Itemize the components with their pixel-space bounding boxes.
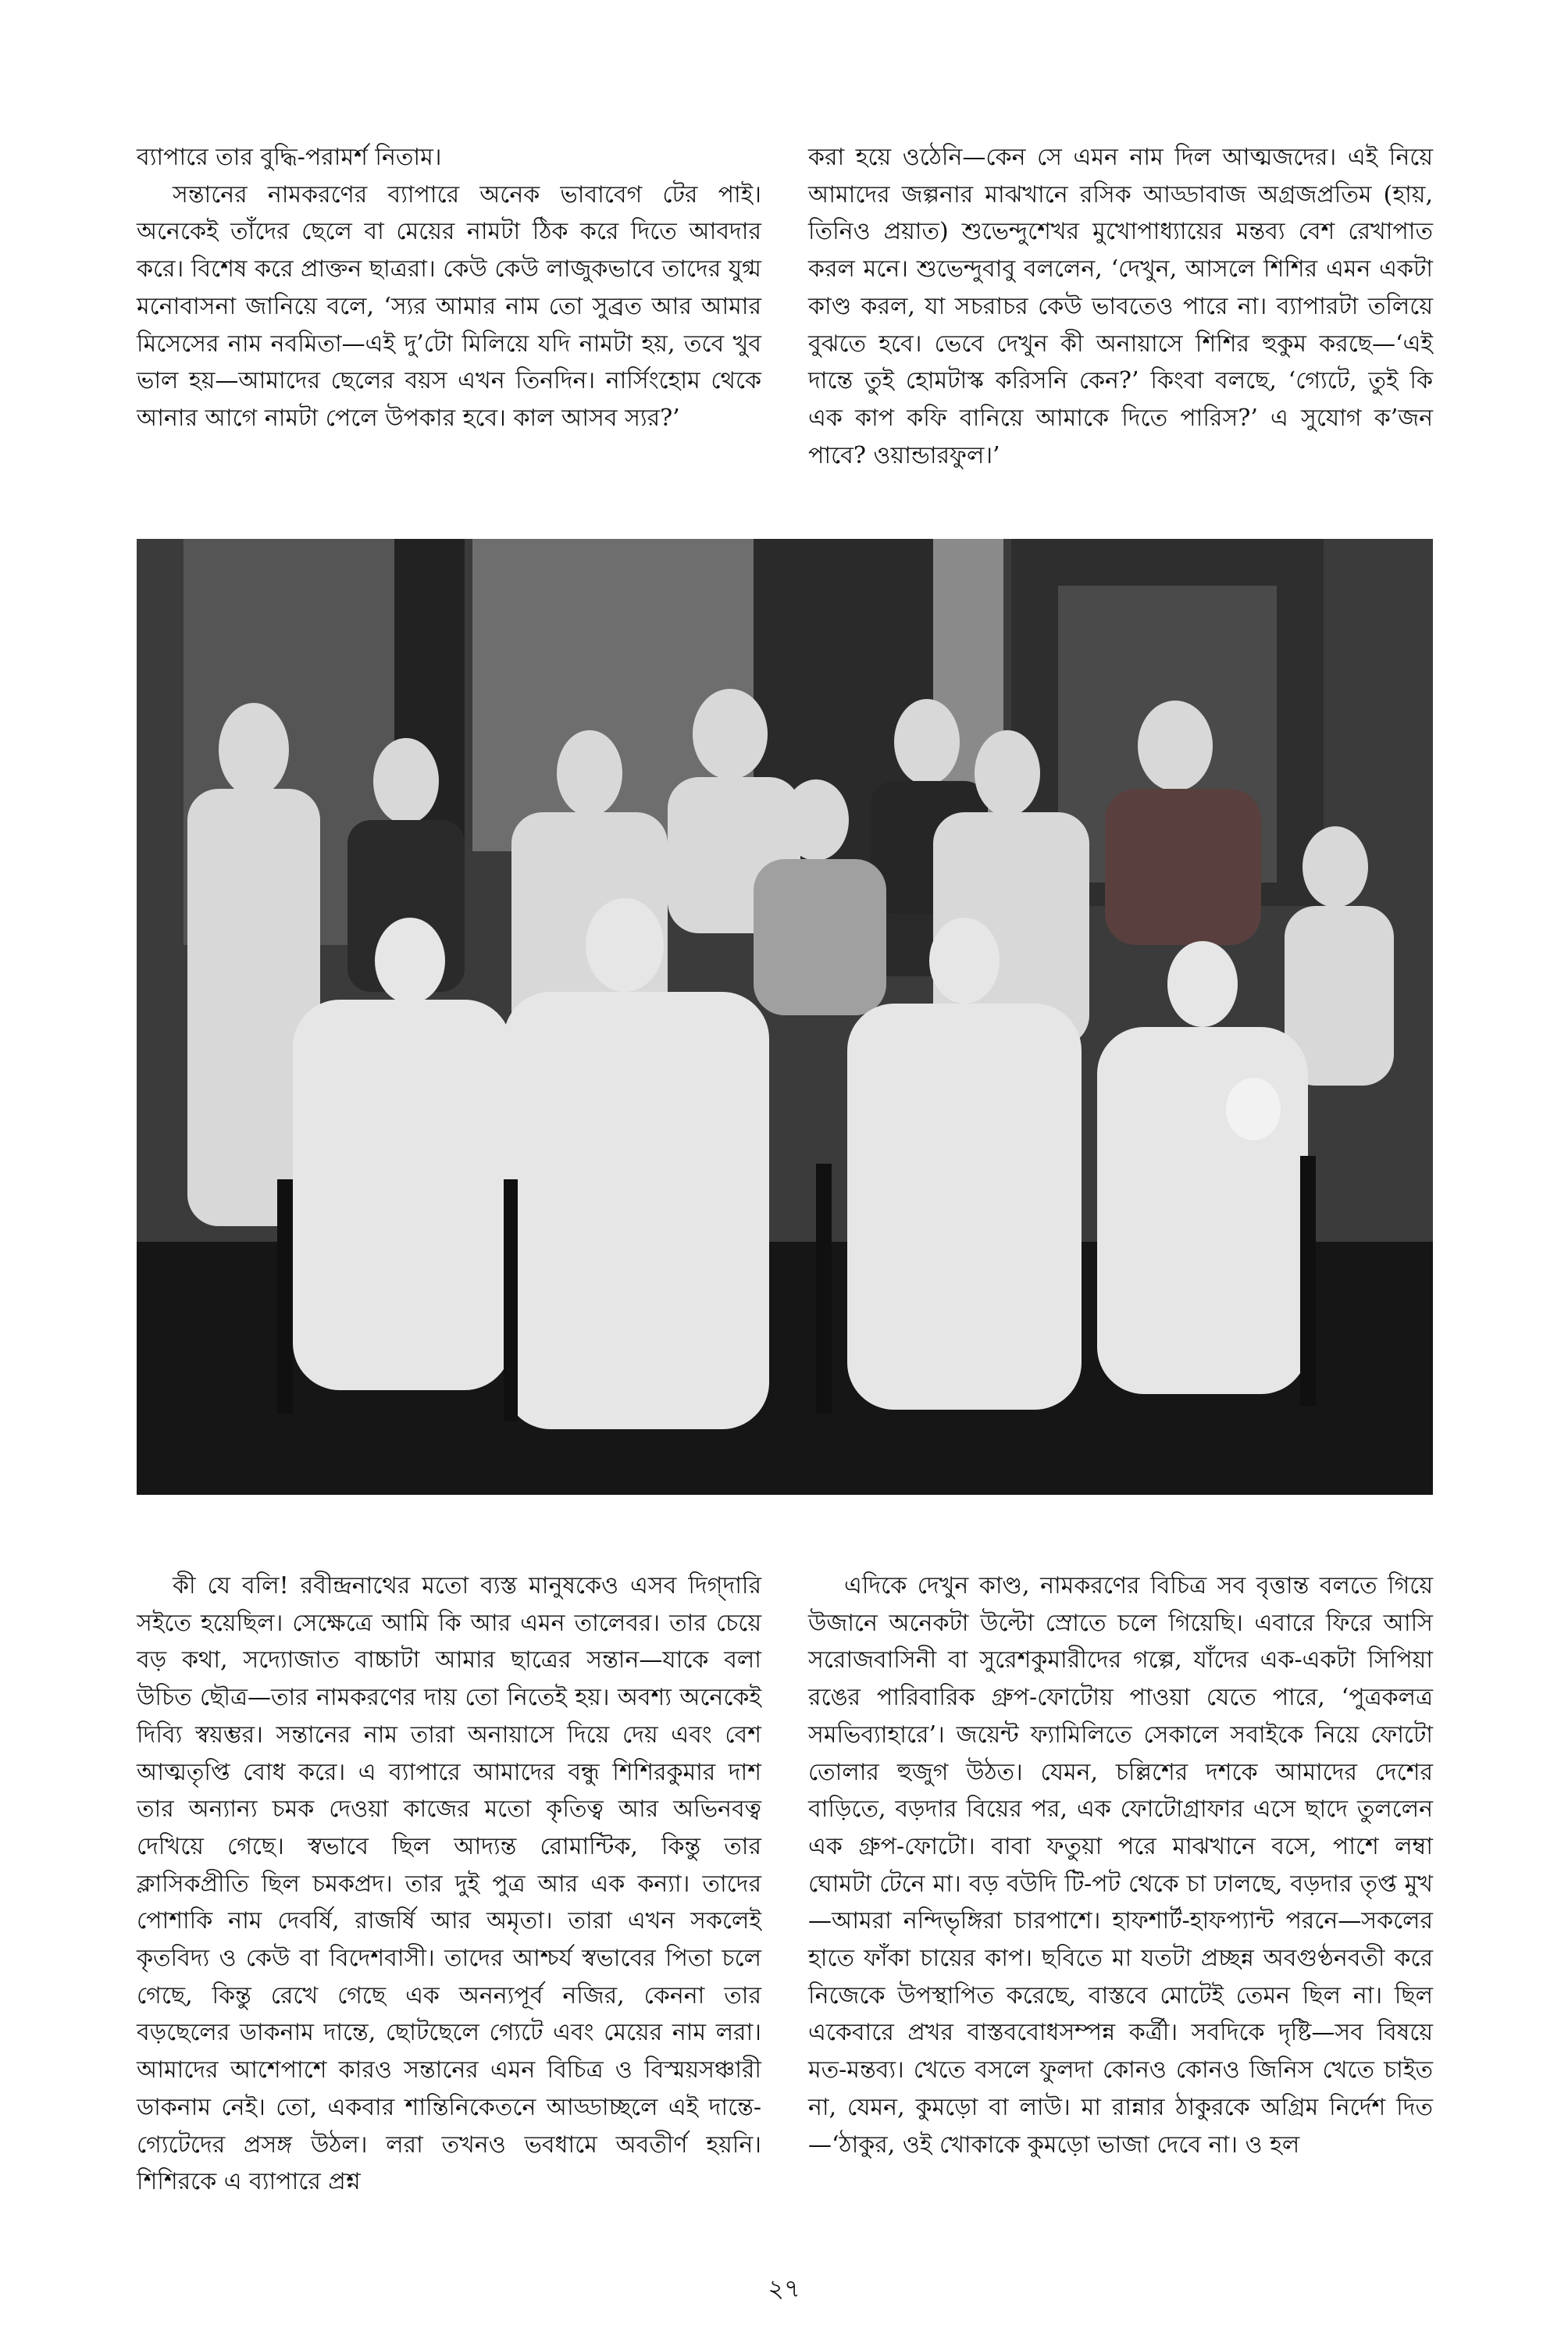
paragraph: এদিকে দেখুন কাণ্ড, নামকরণের বিচিত্র সব বৃত্তান্ত বলতে গিয়ে উজানে অনেকটা উল্টো স্রোতে চলে গিয়েছি। এবারে ফিরে আসি সরোজবাসিনী বা সুরেশকুমারীদের গল্পে, যাঁদের এক-একটা সিপিয়া রঙের পারিবারিক গ্রুপ-ফোটোয় পাওয়া যেতে পারে, ‘পুত্রকলত্র সমভিব্যাহারে’। জয়েন্ট ফ্যামিলিতে সেকালে সবাইকে নিয়ে ফোটো তোলার হুজুগ উঠত। যেমন, চল্লিশের দশকে আমাদের দেশের বাড়িতে, বড়দার বিয়ের পর, এক ফোটোগ্রাফার এসে ছাদে তুললেন এক গ্রুপ-ফোটো। বাবা ফতুয়া পরে মাঝখানে বসে, পাশে লম্বা ঘোমটা টেনে মা। বড় বউদি টি-পট থেকে চা ঢালছে, বড়দার তৃপ্ত মুখ—আমরা নন্দিভৃঙ্গিরা চারপাশে। হাফশার্ট-হাফপ্যান্ট পরনে—সকলের হাতে ফাঁকা চায়ের কাপ। ছবিতে মা যতটা প্রচ্ছন্ন অবগুণ্ঠনবতী করে নিজেকে উপস্থাপিত করেছে, বাস্তবে মোটেই তেমন ছিল না। ছিল একেবারে প্রখর বাস্তববোধসম্পন্ন কর্ত্রী। সবদিকে দৃষ্টি—সব বিষয়ে মত-মন্তব্য। খেতে বসলে ফুলদা কোনও কোনও জিনিস খেতে চাইত না, যেমন, কুমড়ো বা লাউ। মা রান্নার ঠাকুরকে অগ্রিম নির্দেশ দিত—‘ঠাকুর, ওই খোকাকে কুমড়ো ভাজা দেবে না। ও হল [808,1572,1433,2159]
paragraph: করা হয়ে ওঠেনি—কেন সে এমন নাম দিল আত্মজদের। এই নিয়ে আমাদের জল্পনার মাঝখানে রসিক আড্ডাবাজ অগ্রজপ্রতিম (হায়, তিনিও প্রয়াত) শুভেন্দুশেখর মুখোপাধ্যায়ের মন্তব্য বেশ রেখাপাত করল মনে। শুভেন্দুবাবু বললেন, ‘দেখুন, আসলে শিশির এমন একটা কাণ্ড করল, যা সচরাচর কেউ ভাবতেও পারে না। ব্যাপারটা তলিয়ে বুঝতে হবে। ভেবে দেখুন কী অনায়াসে শিশির হুকুম করছে—‘এই দান্তে তুই হোমটাস্ক করিসনি কেন?’ কিংবা বলছে, ‘গ্যেটে, তুই কি এক কাপ কফি বানিয়ে আমাকে দিতে পারিস?’ এ সুযোগ ক’জন পাবে? ওয়ান্ডারফুল।’ [808,144,1433,469]
column-bottom-left [137,1567,761,2201]
family-group-photograph [137,539,1433,1495]
paragraph: কী যে বলি! রবীন্দ্রনাথের মতো ব্যস্ত মানুষকেও এসব দিগ্‌দারি সইতে হয়েছিল। সেক্ষেত্রে আমি কি আর এমন তালেবর। তার চেয়ে বড় কথা, সদ্যোজাত বাচ্চাটা আমার ছাত্রের সন্তান—যাকে বলা উচিত ছৌত্র—তার নামকরণের দায় তো নিতেই হয়। অবশ্য অনেকেই দিব্যি স্বয়ম্ভর। সন্তানের নাম তারা অনায়াসে দিয়ে দেয় এবং বেশ আত্মতৃপ্তি বোধ করে। এ ব্যাপারে আমাদের বন্ধু শিশিরকুমার দাশ তার অন্যান্য চমক দেওয়া কাজের মতো কৃতিত্ব আর অভিনবত্ব দেখিয়ে গেছে। স্বভাবে ছিল আদ্যন্ত রোমান্টিক, কিন্তু তার ক্লাসিকপ্রীতি ছিল চমকপ্রদ। তার দুই পুত্র আর এক কন্যা। তাদের পোশাকি নাম দেবর্ষি, রাজর্ষি আর অমৃতা। তারা এখন সকলেই কৃতবিদ্য ও কেউ বা বিদেশবাসী। তাদের আশ্চর্য স্বভাবের পিতা চলে গেছে, কিন্তু রেখে গেছে এক অনন্যপূর্ব নজির, কেননা তার বড়ছেলের ডাকনাম দান্তে, ছোটছেলে গ্যেটে এবং মেয়ের নাম লরা। আমাদের আশেপাশে কারও সন্তানের এমন বিচিত্র ও বিস্ময়সঞ্চারী ডাকনাম নেই। তো, একবার শান্তিনিকেতনে আড্ডাচ্ছলে এই দান্তে-গ্যেটেদের প্রসঙ্গ উঠল। লরা তখনও ভবধামে অবতীর্ণ হয়নি। শিশিরকে এ ব্যাপারে প্রশ্ন [137,1572,761,2196]
column-top-left [137,139,761,437]
paragraph: সন্তানের নামকরণের ব্যাপারে অনেক ভাবাবেগ টের পাই। অনেকেই তাঁদের ছেলে বা মেয়ের নামটা ঠিক করে দিতে আবদার করে। বিশেষ করে প্রাক্তন ছাত্ররা। কেউ কেউ লাজুকভাবে তাদের যুগ্ম মনোবাসনা জানিয়ে বলে, ‘স্যর আমার নাম তো সুব্রত আর আমার মিসেসের নাম নবমিতা—এই দু’টো মিলিয়ে যদি নামটা হয়, তবে খুব ভাল হয়—আমাদের ছেলের বয়স এখন তিনদিন। নার্সিংহোম থেকে আনার আগে নামটা পেলে উপকার হবে। কাল আসব স্যর?’ [137,180,761,432]
photo-illustration [137,539,1433,1495]
column-bottom-right [808,1567,1433,2163]
column-top-right [808,139,1433,474]
page-number: ২৭ [768,2273,800,2303]
paragraph: ব্যাপারে তার বুদ্ধি-পরামর্শ নিতাম। [137,144,442,171]
